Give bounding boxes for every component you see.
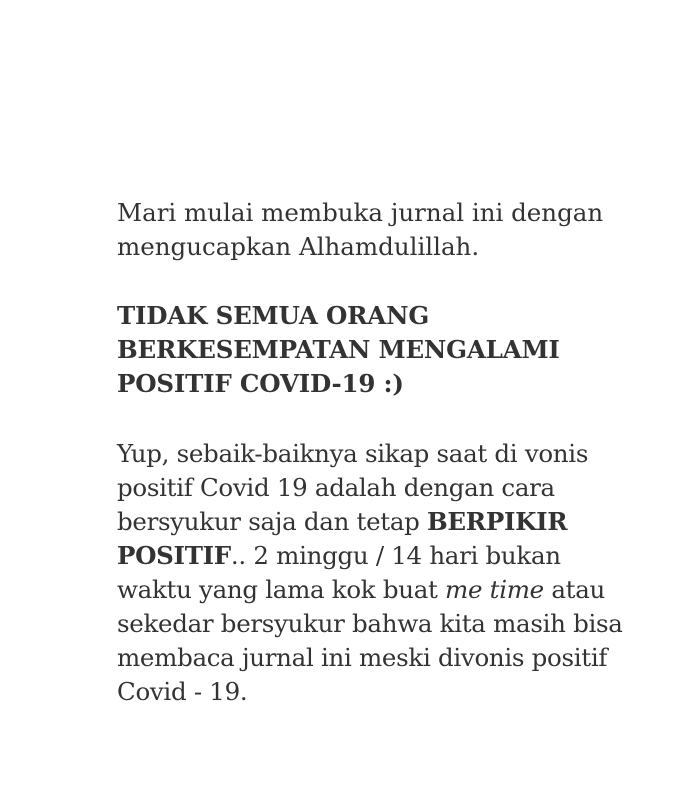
intro-paragraph: Mari mulai membuka jurnal ini dengan mengucapkan Alhamdulillah. xyxy=(117,198,604,261)
body-bold-text: BERPIKIR POSITIF xyxy=(117,507,568,570)
body-text-part-2: .. 2 minggu / 14 hari bukan waktu yang lama kok buat xyxy=(117,541,561,604)
body-text-part-1: Yup, sebaik-baiknya sikap saat di vonis positif Covid 19 adalah dengan cara bersyukur saja dan tetap xyxy=(117,439,589,536)
article-content xyxy=(117,196,637,709)
section-heading: TIDAK SEMUA ORANG BERKESEMPATAN MENGALAMI POSITIF COVID-19 :) xyxy=(117,301,560,398)
body-italic-text: me time xyxy=(445,575,544,604)
body-paragraph xyxy=(117,437,637,709)
body-text-part-3: atau sekedar bersyukur bahwa kita masih bisa membaca jurnal ini meski divonis positif Covid - 19. xyxy=(117,575,623,706)
